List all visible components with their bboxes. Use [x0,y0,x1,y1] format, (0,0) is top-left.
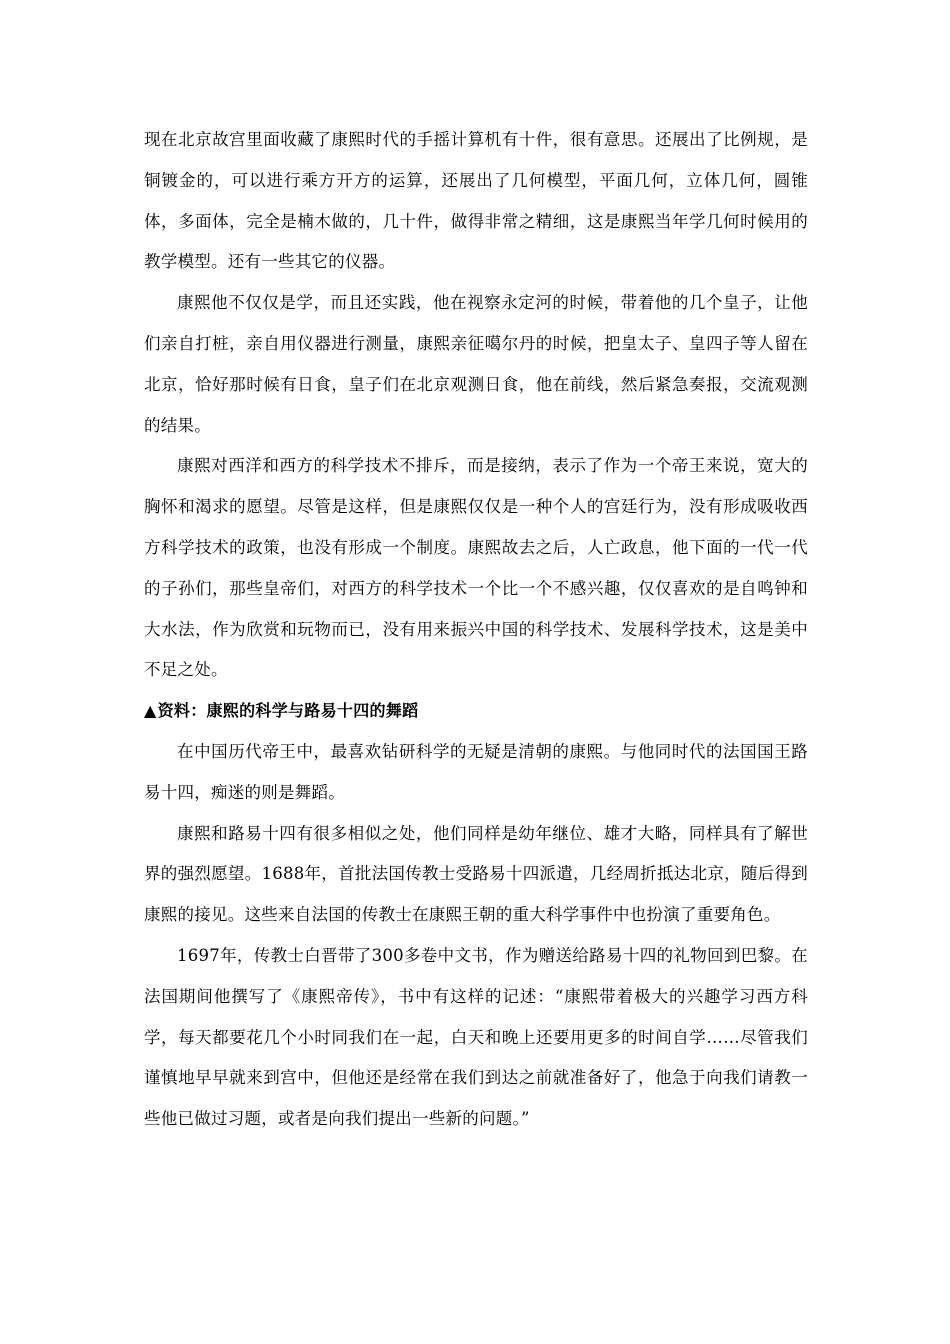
section-heading-text: 资料：康熙的科学与路易十四的舞蹈 [157,701,419,721]
section-heading [144,691,808,732]
paragraph-kangxi-western-science: 康熙对西洋和西方的科学技术不排斥，而是接纳，表示了作为一个帝王来说，宽大的胸怀和渴求的愿望。尽管是这样，但是康熙仅仅是一种个人的宫廷行为，没有形成吸收西方科学技术的政策，也没有形成一个制度。康熙故去之后，人亡政息，他下面的一代一代的子孙们，那些皇帝们，对西方的科学技术一个比一个不感兴趣，仅仅喜欢的是自鸣钟和大水法，作为欣赏和玩物而已，没有用来振兴中国的科学技术、发展科学技术，这是美中不足之处。 [144,456,808,680]
triangle-marker-icon: ▲ [144,701,157,721]
document-body [144,120,808,1140]
paragraph-palace-instruments: 现在北京故宫里面收藏了康熙时代的手摇计算机有十件，很有意思。还展出了比例规，是铜镀金的，可以进行乘方开方的运算，还展出了几何模型，平面几何，立体几何，圆锥体，多面体，完全是楠木做的，几十件，做得非常之精细，这是康熙当年学几何时候用的教学模型。还有一些其它的仪器。 [144,130,808,272]
paragraph-kangxi-louis-similarity: 康熙和路易十四有很多相似之处，他们同样是幼年继位、雄才大略，同样具有了解世界的强烈愿望。1688年，首批法国传教士受路易十四派遣，几经周折抵达北京，随后得到康熙的接见。这些来自法国的传教士在康熙王朝的重大科学事件中也扮演了重要角色。 [144,823,808,925]
paragraph-kangxi-louis-intro: 在中国历代帝王中，最喜欢钻研科学的无疑是清朝的康熙。与他同时代的法国国王路易十四，痴迷的则是舞蹈。 [144,741,808,802]
paragraph-kangxi-practice: 康熙他不仅仅是学，而且还实践，他在视察永定河的时候，带着他的几个皇子，让他们亲自打桩，亲自用仪器进行测量，康熙亲征噶尔丹的时候，把皇太子、皇四子等人留在北京，恰好那时候有日食，皇子们在北京观测日食，他在前线，然后紧急奏报，交流观测的结果。 [144,293,808,435]
paragraph-bouvet-record: 1697年，传教士白晋带了300多卷中文书，作为赠送给路易十四的礼物回到巴黎。在法国期间他撰写了《康熙帝传》，书中有这样的记述：“康熙带着极大的兴趣学习西方科学，每天都要花几个小时同我们在一起，白天和晚上还要用更多的时间自学……尽管我们谨慎地早早就来到宫中，但他还是经常在我们到达之前就准备好了，他急于向我们请教一些他已做过习题，或者是向我们提出一些新的问题。” [144,945,808,1129]
